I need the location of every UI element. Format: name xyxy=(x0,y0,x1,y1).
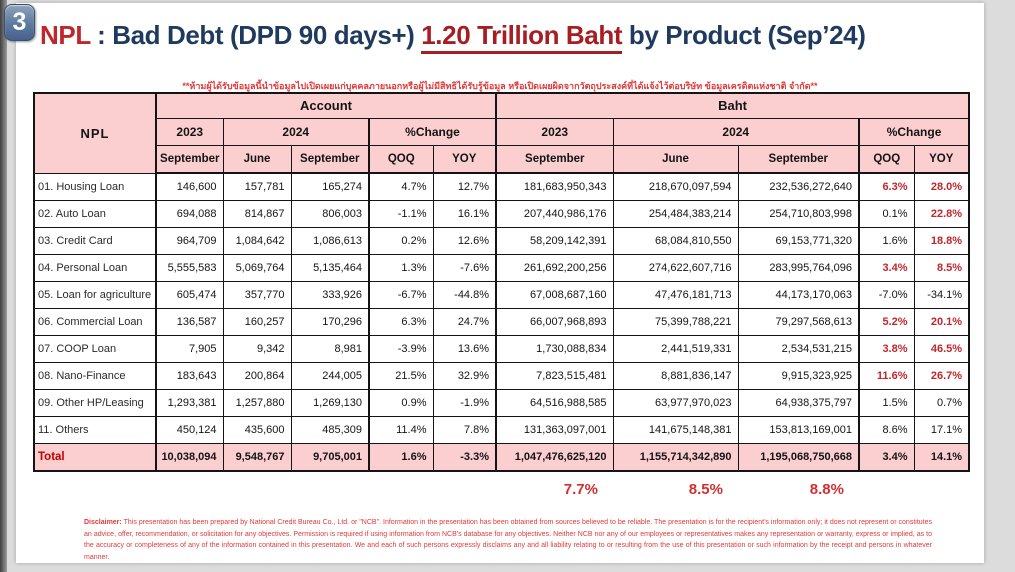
cell: -7.0% xyxy=(859,281,914,308)
cell: 183,643 xyxy=(156,362,223,389)
cell: 4.7% xyxy=(369,173,433,200)
cell: 2,441,519,331 xyxy=(613,335,738,362)
header-row-periods xyxy=(34,145,969,173)
header-baht-2024: 2024 xyxy=(613,118,859,145)
cell: 605,474 xyxy=(156,281,223,308)
table-row xyxy=(34,362,969,389)
header-account-group: Account xyxy=(156,93,496,118)
cell: 63,977,970,023 xyxy=(613,389,738,416)
cell: 181,683,950,343 xyxy=(496,173,613,200)
row-label: 06. Commercial Loan xyxy=(34,308,156,335)
cell: 218,670,097,594 xyxy=(613,173,738,200)
cell: 13.6% xyxy=(433,335,496,362)
cell: 157,781 xyxy=(223,173,291,200)
cell: 10,038,094 xyxy=(156,443,223,471)
cell: 814,867 xyxy=(223,200,291,227)
cell: 69,153,771,320 xyxy=(738,227,859,254)
header-baht-qoq: QOQ xyxy=(859,145,914,173)
cell: 75,399,788,221 xyxy=(613,308,738,335)
cell: 21.5% xyxy=(369,362,433,389)
page-title xyxy=(40,20,980,51)
header-account-sep23: September xyxy=(156,145,223,173)
cell: 1,257,880 xyxy=(223,389,291,416)
cell: 9,342 xyxy=(223,335,291,362)
presentation-slide xyxy=(16,3,984,563)
cell: 67,008,687,160 xyxy=(496,281,613,308)
window-edge-strip xyxy=(0,0,7,572)
cell: 66,007,968,893 xyxy=(496,308,613,335)
cell: 8,881,836,147 xyxy=(613,362,738,389)
title-npl: NPL xyxy=(40,20,91,50)
cell: 20.1% xyxy=(914,308,969,335)
header-baht-yoy: YOY xyxy=(914,145,969,173)
npl-ratio-sep24: 8.8% xyxy=(809,481,844,498)
cell: 357,770 xyxy=(223,281,291,308)
row-label: 09. Other HP/Leasing xyxy=(34,389,156,416)
cell: 1,086,613 xyxy=(291,227,369,254)
cell: 146,600 xyxy=(156,173,223,200)
cell: 160,257 xyxy=(223,308,291,335)
cell: 9,915,323,925 xyxy=(738,362,859,389)
table-row xyxy=(34,416,969,443)
cell: 200,864 xyxy=(223,362,291,389)
cell: 8.5% xyxy=(914,254,969,281)
table-row xyxy=(34,308,969,335)
cell: 32.9% xyxy=(433,362,496,389)
cell: 1,155,714,342,890 xyxy=(613,443,738,471)
cell: 47,476,181,713 xyxy=(613,281,738,308)
row-label: Total xyxy=(34,443,156,471)
table-row xyxy=(34,227,969,254)
cell: 5,555,583 xyxy=(156,254,223,281)
cell: 1.6% xyxy=(369,443,433,471)
cell: 1,730,088,834 xyxy=(496,335,613,362)
cell: 11.4% xyxy=(369,416,433,443)
cell: 261,692,200,256 xyxy=(496,254,613,281)
row-label: 11. Others xyxy=(34,416,156,443)
row-label: 01. Housing Loan xyxy=(34,173,156,200)
header-account-pct-change: %Change xyxy=(369,118,496,145)
cell: 450,124 xyxy=(156,416,223,443)
table-header xyxy=(34,93,969,173)
cell: 7,905 xyxy=(156,335,223,362)
cell: 24.7% xyxy=(433,308,496,335)
header-account-2023: 2023 xyxy=(156,118,223,145)
cell: 274,622,607,716 xyxy=(613,254,738,281)
cell: 485,309 xyxy=(291,416,369,443)
cell: 44,173,170,063 xyxy=(738,281,859,308)
header-account-qoq: QOQ xyxy=(369,145,433,173)
header-account-yoy: YOY xyxy=(433,145,496,173)
cell: 11.6% xyxy=(859,362,914,389)
cell: 1,269,130 xyxy=(291,389,369,416)
cell: 964,709 xyxy=(156,227,223,254)
cell: -44.8% xyxy=(433,281,496,308)
table-row xyxy=(34,200,969,227)
cell: -7.6% xyxy=(433,254,496,281)
header-row-years xyxy=(34,118,969,145)
cell: 1,195,068,750,668 xyxy=(738,443,859,471)
cell: 5,069,764 xyxy=(223,254,291,281)
header-row-groups xyxy=(34,93,969,118)
cell: 5.2% xyxy=(859,308,914,335)
cell: -3.9% xyxy=(369,335,433,362)
header-baht-sep24: September xyxy=(738,145,859,173)
cell: 254,710,803,998 xyxy=(738,200,859,227)
cell: 333,926 xyxy=(291,281,369,308)
header-baht-group: Baht xyxy=(496,93,969,118)
cell: 14.1% xyxy=(914,443,969,471)
cell: 16.1% xyxy=(433,200,496,227)
table-row xyxy=(34,173,969,200)
cell: -34.1% xyxy=(914,281,969,308)
cell: 165,274 xyxy=(291,173,369,200)
cell: 141,675,148,381 xyxy=(613,416,738,443)
cell: 22.8% xyxy=(914,200,969,227)
cell: 64,938,375,797 xyxy=(738,389,859,416)
cell: 9,705,001 xyxy=(291,443,369,471)
header-baht-2023: 2023 xyxy=(496,118,613,145)
cell: 28.0% xyxy=(914,173,969,200)
cell: 3.4% xyxy=(859,443,914,471)
disclaimer-body: This presentation has been prepared by National Credit Bureau Co., Ltd. or "NCB". Information in the presentation has been obtained from sources believed to be reliable. The presentation is for the recipient's information only; it does not represent or constitutes an advice, offer, recommendation, or solicitation for any objectives. Permission is required if using information from NCB's database for any objectives. Neither NCB nor any of our employees or representatives makes any representation or warranty, express or implied, as to the accuracy or completeness of any of the information contained in this presentation. We and each of such persons expressly disclaims any and all liability relating to or resulting from the use of this presentation or such information by the receipt and persons in whatever manner. xyxy=(84,519,932,561)
table-row xyxy=(34,281,969,308)
row-label: 07. COOP Loan xyxy=(34,335,156,362)
cell: 232,536,272,640 xyxy=(738,173,859,200)
row-label: 03. Credit Card xyxy=(34,227,156,254)
row-label: 05. Loan for agriculture xyxy=(34,281,156,308)
npl-ratio-jun24: 8.5% xyxy=(688,481,723,498)
disclaimer-label: Disclaimer: xyxy=(84,519,122,526)
cell: 12.6% xyxy=(433,227,496,254)
cell: 68,084,810,550 xyxy=(613,227,738,254)
table-body xyxy=(34,173,969,471)
header-baht-jun24: June xyxy=(613,145,738,173)
cell: 3.4% xyxy=(859,254,914,281)
cell: 136,587 xyxy=(156,308,223,335)
slide-number-badge: 3 xyxy=(4,4,35,41)
table-row xyxy=(34,389,969,416)
title-highlight: 1.20 Trillion Baht xyxy=(421,20,622,54)
cell: 8,981 xyxy=(291,335,369,362)
header-baht-pct-change: %Change xyxy=(859,118,969,145)
header-account-2024: 2024 xyxy=(223,118,369,145)
row-label: 02. Auto Loan xyxy=(34,200,156,227)
table-row xyxy=(34,335,969,362)
cell: 0.7% xyxy=(914,389,969,416)
cell: 254,484,383,214 xyxy=(613,200,738,227)
cell: 17.1% xyxy=(914,416,969,443)
header-npl: NPL xyxy=(34,93,156,173)
cell: 3.8% xyxy=(859,335,914,362)
cell: 170,296 xyxy=(291,308,369,335)
title-main: Bad Debt (DPD 90 days+) xyxy=(112,20,422,50)
cell: 283,995,764,096 xyxy=(738,254,859,281)
cell: 1,293,381 xyxy=(156,389,223,416)
header-baht-sep23: September xyxy=(496,145,613,173)
cell: 694,088 xyxy=(156,200,223,227)
cell: 1.6% xyxy=(859,227,914,254)
cell: 1.5% xyxy=(859,389,914,416)
cell: 18.8% xyxy=(914,227,969,254)
title-separator: : xyxy=(90,20,113,50)
npl-data-table xyxy=(33,92,970,472)
cell: 6.3% xyxy=(369,308,433,335)
cell: 7.8% xyxy=(433,416,496,443)
cell: 1,084,642 xyxy=(223,227,291,254)
cell: 153,813,169,001 xyxy=(738,416,859,443)
header-account-sep24: September xyxy=(291,145,369,173)
npl-ratio-sep23: 7.7% xyxy=(563,481,598,498)
cell: 58,209,142,391 xyxy=(496,227,613,254)
row-label: 04. Personal Loan xyxy=(34,254,156,281)
cell: 64,516,988,585 xyxy=(496,389,613,416)
cell: 26.7% xyxy=(914,362,969,389)
cell: 6.3% xyxy=(859,173,914,200)
row-label: 08. Nano-Finance xyxy=(34,362,156,389)
cell: 7,823,515,481 xyxy=(496,362,613,389)
cell: 8.6% xyxy=(859,416,914,443)
total-row xyxy=(34,443,969,471)
npl-ratio-row xyxy=(33,481,968,499)
cell: 9,548,767 xyxy=(223,443,291,471)
cell: 0.9% xyxy=(369,389,433,416)
cell: 5,135,464 xyxy=(291,254,369,281)
cell: -1.9% xyxy=(433,389,496,416)
cell: -6.7% xyxy=(369,281,433,308)
disclaimer-text xyxy=(84,517,932,563)
cell: 244,005 xyxy=(291,362,369,389)
cell: 2,534,531,215 xyxy=(738,335,859,362)
cell: 46.5% xyxy=(914,335,969,362)
cell: 0.1% xyxy=(859,200,914,227)
cell: 131,363,097,001 xyxy=(496,416,613,443)
cell: 806,003 xyxy=(291,200,369,227)
cell: 435,600 xyxy=(223,416,291,443)
cell: 1,047,476,625,120 xyxy=(496,443,613,471)
header-account-jun24: June xyxy=(223,145,291,173)
table-row xyxy=(34,254,969,281)
cell: 207,440,986,176 xyxy=(496,200,613,227)
cell: 12.7% xyxy=(433,173,496,200)
cell: -1.1% xyxy=(369,200,433,227)
cell: -3.3% xyxy=(433,443,496,471)
cell: 0.2% xyxy=(369,227,433,254)
thai-confidentiality-notice: **ห้ามผู้ได้รับข้อมูลนี้นำข้อมูลไปเปิดเผยแก่บุคคลภายนอกหรือผู้ไม่มีสิทธิได้รับรู้ข้อมูล หรือเปิดเผยผิดจากวัตถุประสงค์ที่ได้แจ้งไว้ต่อบริษัท ข้อมูลเครดิตแห่งชาติ จำกัด** xyxy=(182,81,818,91)
title-suffix: by Product (Sep’24) xyxy=(622,20,866,50)
cell: 79,297,568,613 xyxy=(738,308,859,335)
cell: 1.3% xyxy=(369,254,433,281)
